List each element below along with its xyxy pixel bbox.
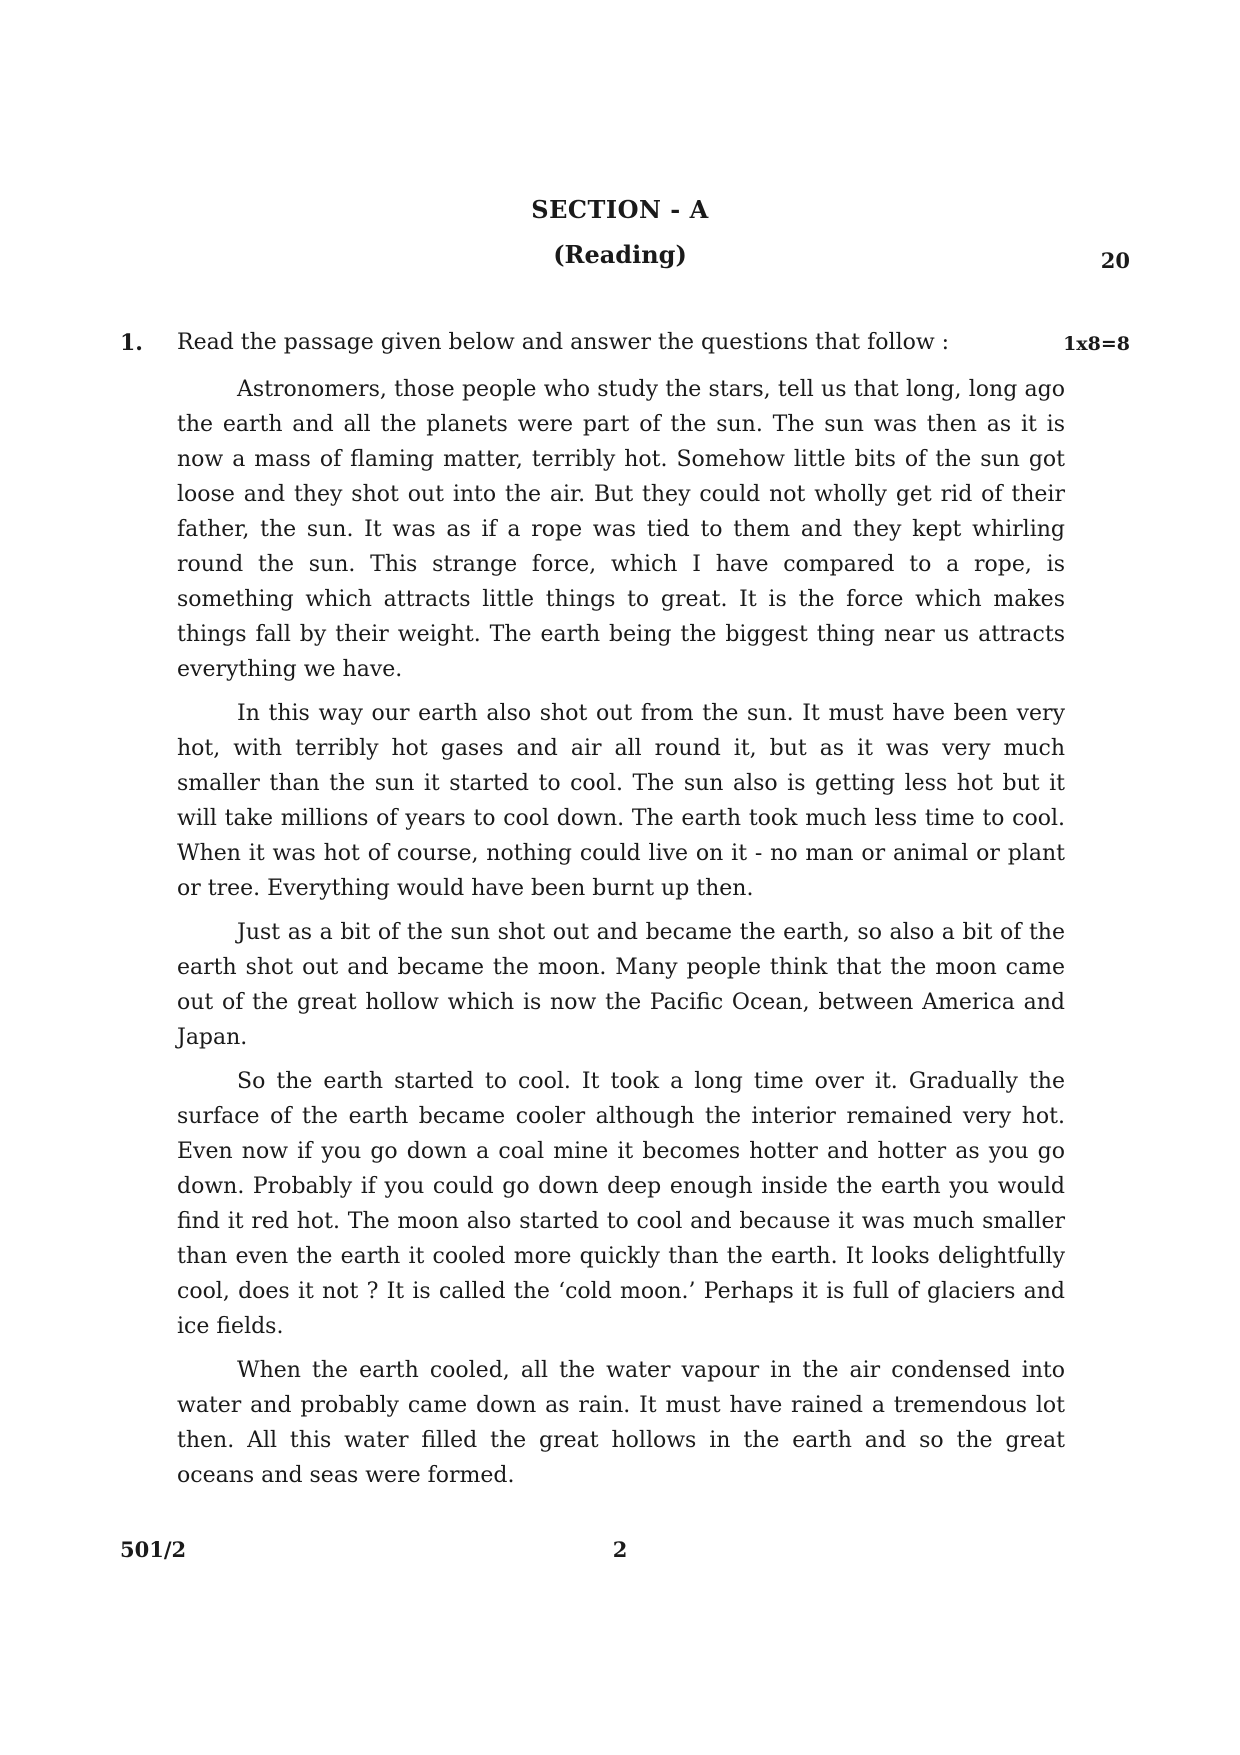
passage-paragraph: Astronomers, those people who study the stars, tell us that long, long ago the earth and all the planets were part of the sun. The sun was then as it is now a mass of flaming matter, terribly hot. Somehow little bits of the sun got loose and they shot out into the air. But they could not wholly get rid of their father, the sun. It was as if a rope was tied to them and they kept whirling round the sun. This strange force, which I have compared to a rope, is something which attracts little things to great. It is the force which makes things fall by their weight. The earth being the biggest thing near us attracts everything we have. — [177, 377, 1065, 682]
question-instruction: Read the passage given below and answer the questions that follow : — [177, 330, 950, 355]
paper-code: 501/2 — [120, 1537, 187, 1562]
passage-paragraph: When the earth cooled, all the water vapour in the air condensed into water and probably came down as rain. It must have rained a tremendous lot then. All this water filled the great hollows in the earth and so the great oceans and seas were formed. — [177, 1358, 1065, 1488]
passage-paragraph: In this way our earth also shot out from the sun. It must have been very hot, with terribly hot gases and air all round it, but as it was very much smaller than the sun it started to cool. The sun also is getting less hot but it will take millions of years to cool down. The earth took much less time to cool. When it was hot of course, nothing could live on it - no man or animal or plant or tree. Everything would have been burnt up then. — [177, 701, 1065, 901]
reading-passage — [177, 372, 1065, 1502]
section-subtitle: (Reading) — [553, 240, 687, 269]
page-number: 2 — [612, 1537, 628, 1562]
passage-paragraph: Just as a bit of the sun shot out and became the earth, so also a bit of the earth shot out and became the moon. Many people think that the moon came out of the great hollow which is now the Pacific Ocean, between America and Japan. — [177, 920, 1065, 1050]
section-marks: 20 — [1100, 248, 1130, 273]
question-number: 1. — [120, 330, 143, 356]
question-marks: 1x8=8 — [1063, 333, 1130, 355]
section-title: SECTION - A — [531, 195, 709, 224]
passage-paragraph: So the earth started to cool. It took a long time over it. Gradually the surface of the earth became cooler although the interior remained very hot. Even now if you go down a coal mine it becomes hotter and hotter as you go down. Probably if you could go down deep enough inside the earth you would find it red hot. The moon also started to cool and because it was much smaller than even the earth it cooled more quickly than the earth. It looks delightfully cool, does it not ? It is called the ‘cold moon.’ Perhaps it is full of glaciers and ice fields. — [177, 1069, 1065, 1339]
